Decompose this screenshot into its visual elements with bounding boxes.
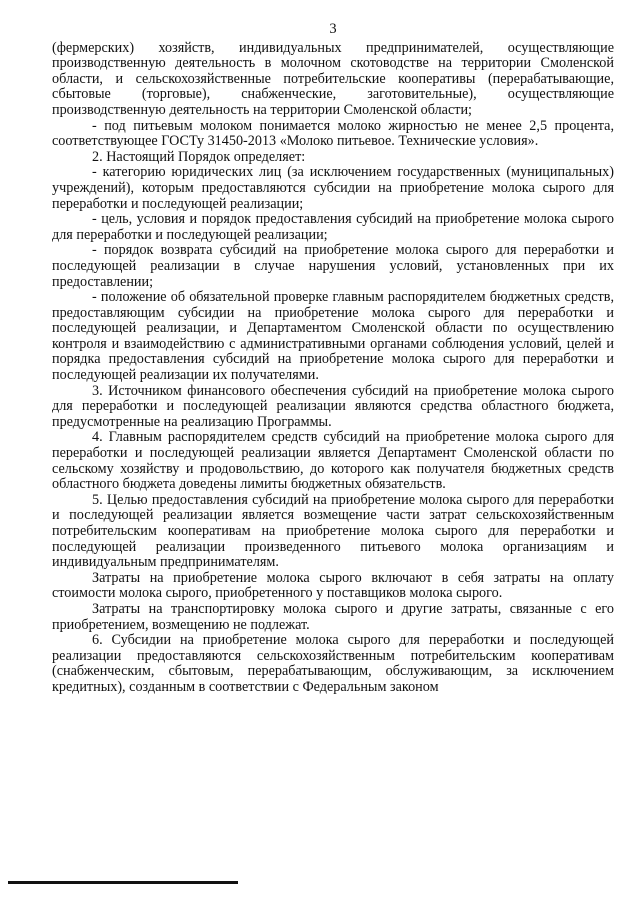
paragraph-bullet-refund: - порядок возврата субсидий на приобретение молока сырого для переработки и последующей реализации в случае нарушения условий, установленных при их предоставлении;	[52, 242, 614, 290]
scan-edge-line	[8, 881, 238, 884]
paragraph-bullet-category: - категорию юридических лиц (за исключением государственных (муниципальных) учреждений), которым предоставляются субсидии на приобретение молока сырого для переработки и последующей реализации;	[52, 164, 614, 212]
paragraph-item-5: 5. Целью предоставления субсидий на приобретение молока сырого для переработки и последующей реализации является возмещение части затрат сельскохозяйственным потребительским кооперативам на приобретение молока сырого для переработки и последующей реализации произведенного питьевого молока организациям и индивидуальным предпринимателям.	[52, 491, 614, 571]
paragraph-item-3: 3. Источником финансового обеспечения субсидий на приобретение молока сырого для переработки и последующей реализации являются средства областного бюджета, предусмотренные на реализацию Программы.	[52, 382, 614, 430]
paragraph-costs-excluded: Затраты на транспортировку молока сырого и другие затраты, связанные с его приобретением, возмещению не подлежат.	[52, 600, 614, 633]
paragraph-item-2: 2. Настоящий Порядок определяет:	[92, 148, 306, 165]
paragraph-continuation: (фермерских) хозяйств, индивидуальных предпринимателей, осуществляющие производственную деятельность в молочном скотоводстве на территории Смоленской области, и сельскохозяйственные потребительские кооперативы (перерабатывающие, сбытовые (торговые), снабженческие, заготовительные), осуществляющие производственную деятельность на территории Смоленской области;	[52, 39, 614, 118]
paragraph-costs-included: Затраты на приобретение молока сырого включают в себя затраты на оплату стоимости молока сырого, приобретенного у поставщиков молока сырого.	[52, 569, 614, 602]
paragraph-item-6: 6. Субсидии на приобретение молока сырого для переработки и последующей реализации предоставляются сельскохозяйственным потребительским кооперативам (снабженческим, сбытовым, перерабатывающим, обслуживающим, за исключением кредитных), созданным в соответствии с Федеральным законом	[52, 632, 614, 695]
page-number: 3	[329, 21, 337, 37]
paragraph-bullet-inspection: - положение об обязательной проверке главным распорядителем бюджетных средств, предоставляющим субсидии на приобретение молока сырого для переработки и последующей реализации, и Департаментом Смоленской области по осуществлению контроля и взаимодействию с административными органами соблюдения условий, целей и порядка предоставления субсидий на приобретение молока сырого для переработки и последующей реализации их получателями.	[52, 289, 614, 384]
paragraph-item-4: 4. Главным распорядителем средств субсидий на приобретение молока сырого для переработки и последующей реализации является Департамент Смоленской области по сельскому хозяйству и продовольствию, до которого как получателя бюджетных средств областного бюджета доведены лимиты бюджетных обязательств.	[52, 429, 614, 493]
document-page	[52, 22, 614, 696]
paragraph-bullet-purpose: - цель, условия и порядок предоставления субсидий на приобретение молока сырого для переработки и последующей реализации;	[52, 211, 614, 243]
paragraph-drinking-milk-definition: - под питьевым молоком понимается молоко жирностью не менее 2,5 процента, соответствующее ГОСТу 31450-2013 «Молоко питьевое. Технические условия».	[52, 117, 614, 150]
